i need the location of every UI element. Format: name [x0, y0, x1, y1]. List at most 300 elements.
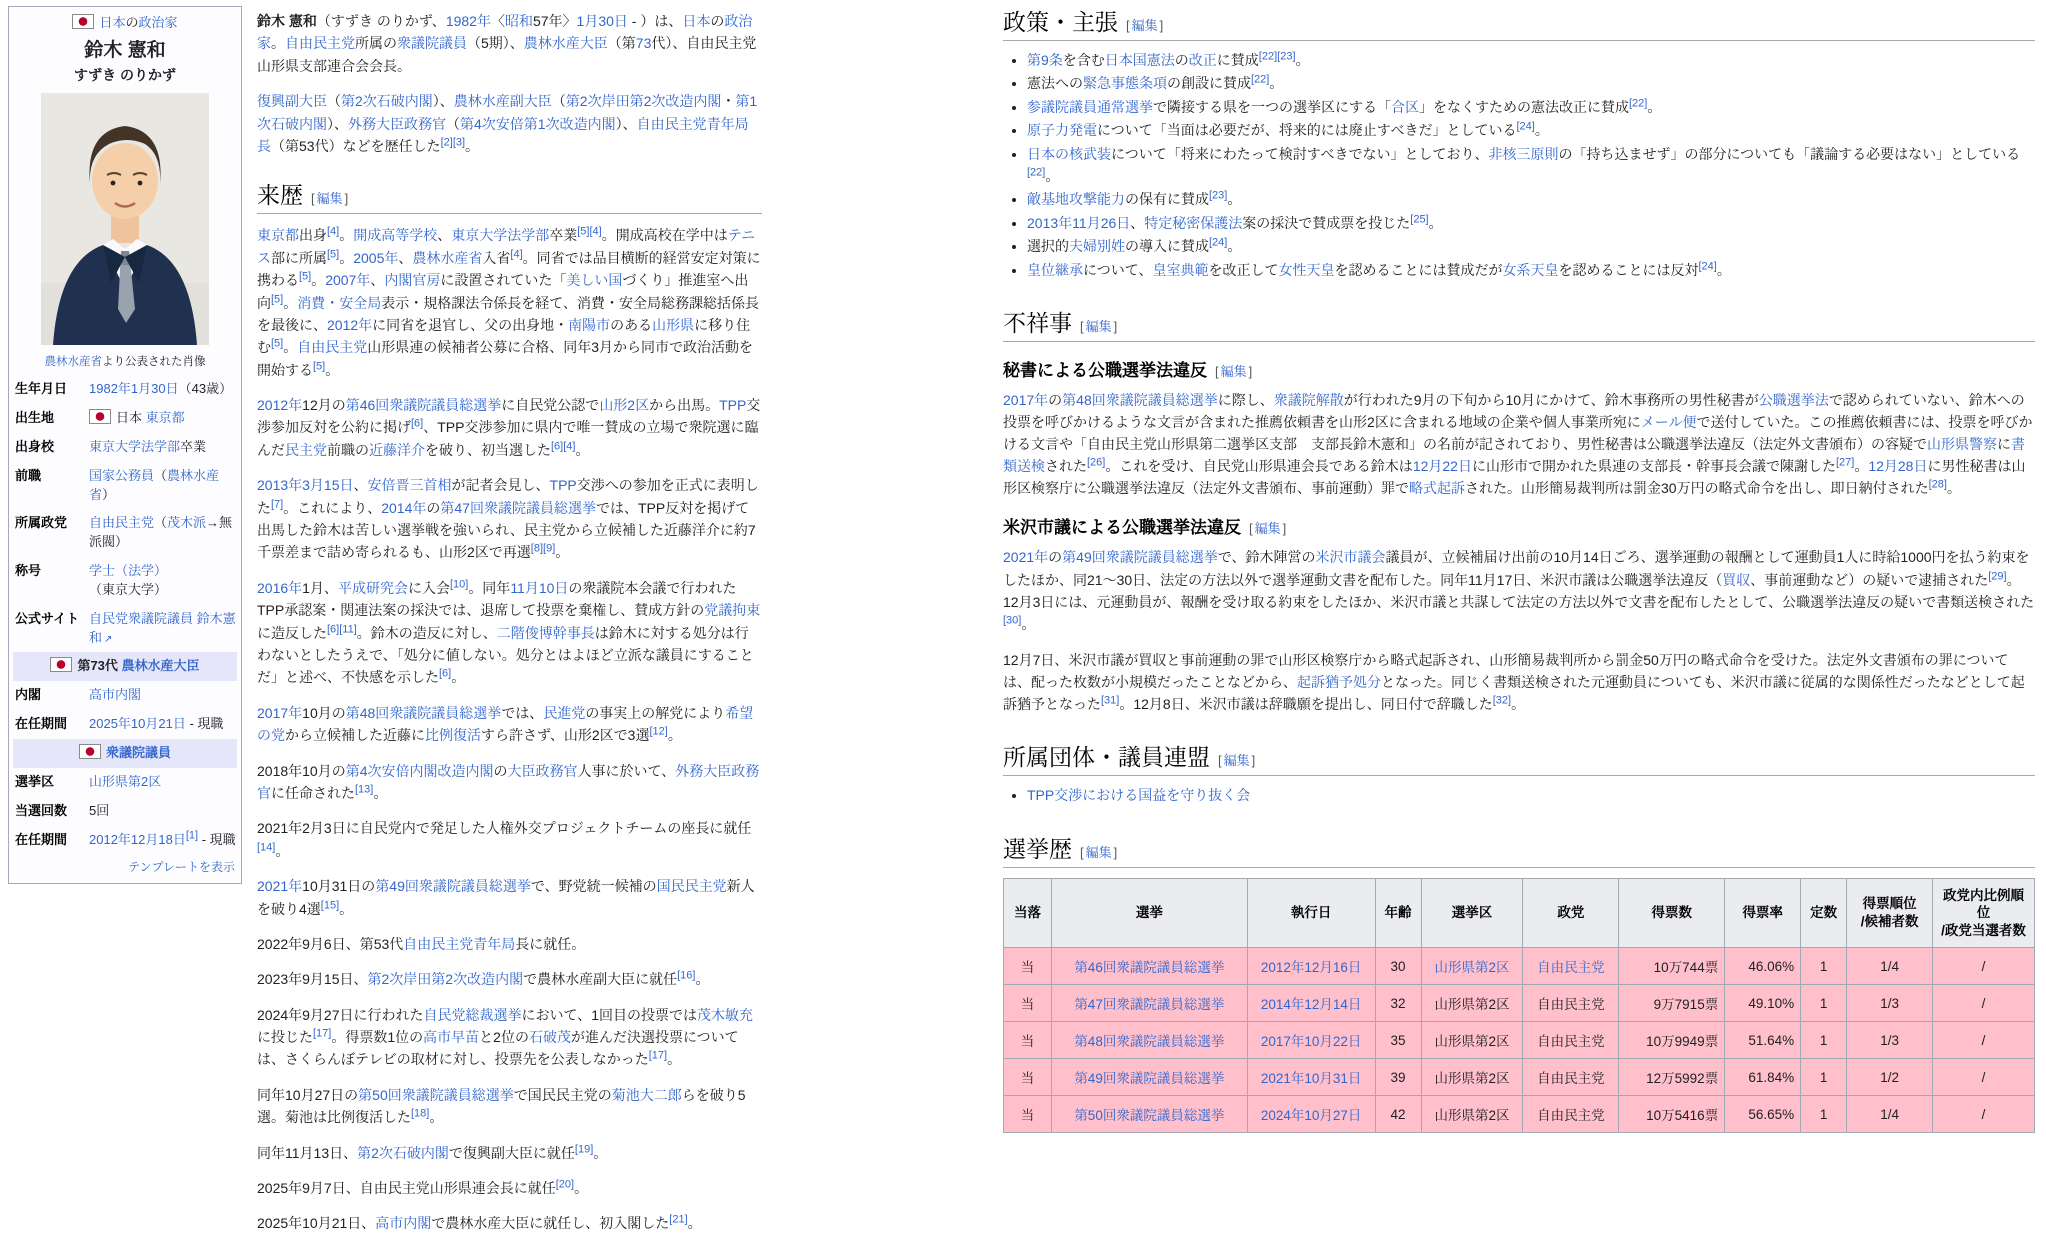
infobox-office-header: [13, 739, 237, 768]
link[interactable]: [4]: [589, 225, 602, 238]
link[interactable]: [22]: [1629, 97, 1648, 110]
text: 、: [353, 477, 368, 494]
reference[interactable]: [439, 668, 451, 680]
reference[interactable]: [1027, 166, 1045, 178]
link[interactable]: [10]: [449, 578, 469, 591]
link[interactable]: 2024年10月27日: [1260, 1108, 1362, 1124]
text: 。同年: [468, 579, 511, 596]
link[interactable]: 農林水産副大臣: [453, 93, 552, 110]
link[interactable]: 自由民主党: [297, 339, 368, 356]
text: が進んだ決選投票については、さくらんぼテレビの取材に対し、投票先を公表しなかった: [257, 1029, 739, 1068]
text: 2022年9月6日、第53代: [257, 935, 404, 952]
link[interactable]: 米沢市議会: [1315, 549, 1386, 566]
link[interactable]: 第1次石破内閣: [257, 93, 758, 132]
link[interactable]: [6]: [439, 667, 452, 680]
link[interactable]: 公職選挙法: [1758, 391, 1829, 408]
election-cell: 山形県第2区: [1421, 1096, 1523, 1133]
reference[interactable]: [327, 623, 339, 635]
election-cell: /: [1933, 1022, 2035, 1059]
infobox-value: [87, 557, 237, 605]
link[interactable]: [32]: [1492, 694, 1512, 707]
link[interactable]: [8]: [530, 542, 544, 555]
election-row: [1004, 1096, 2035, 1133]
link[interactable]: [18]: [411, 1107, 430, 1120]
text: 。: [1295, 52, 1310, 68]
link[interactable]: TPP: [719, 397, 747, 414]
column-header: 政党: [1523, 878, 1619, 948]
link[interactable]: 茂木派: [167, 515, 207, 531]
reference[interactable]: [339, 623, 357, 635]
link[interactable]: [12]: [649, 725, 668, 738]
link[interactable]: 石破茂: [528, 1029, 571, 1046]
link[interactable]: 復興副大臣: [257, 93, 327, 110]
reference[interactable]: [1087, 457, 1105, 469]
reference[interactable]: [575, 1143, 593, 1155]
reference[interactable]: [1836, 457, 1854, 469]
template-show-link[interactable]: テンプレートを表示: [128, 860, 235, 875]
link[interactable]: [5]: [271, 337, 284, 350]
link[interactable]: 国家公務員: [89, 467, 155, 483]
link[interactable]: 安倍晋三首相: [367, 477, 452, 494]
link[interactable]: 2012年12月16日: [1260, 960, 1362, 976]
reference[interactable]: [1929, 479, 1947, 491]
link[interactable]: [24]: [1698, 259, 1717, 272]
link[interactable]: 茂木敏充: [697, 1006, 754, 1023]
reference[interactable]: [551, 440, 563, 452]
link[interactable]: 山形県: [652, 316, 695, 333]
link[interactable]: 衆議院議員: [105, 745, 171, 761]
reference[interactable]: [313, 1027, 331, 1039]
link[interactable]: 高市早苗: [423, 1029, 480, 1046]
link[interactable]: 自由民主党青年局: [403, 935, 516, 952]
portrait-photo[interactable]: [13, 93, 237, 351]
reference[interactable]: [321, 899, 339, 911]
reference[interactable]: [1101, 694, 1119, 706]
text: から出馬。: [649, 397, 720, 414]
text: 山形県連の候補者公募に合格、同年3月から同市で政治活動を開始する: [257, 339, 754, 378]
link[interactable]: 2017年: [1003, 391, 1049, 408]
reference[interactable]: [327, 226, 339, 238]
election-cell: [1247, 1059, 1375, 1096]
reference[interactable]: [1209, 190, 1227, 202]
link[interactable]: [17]: [313, 1027, 332, 1040]
link[interactable]: 2025年10月21日: [89, 716, 186, 732]
reference[interactable]: [510, 248, 522, 260]
reference[interactable]: [556, 1178, 574, 1190]
reference[interactable]: [271, 338, 283, 350]
link[interactable]: 自由民主党: [89, 515, 155, 531]
link[interactable]: 消費・安全局: [297, 294, 382, 311]
edit-link[interactable]: 編集: [1085, 318, 1112, 334]
reference[interactable]: [450, 578, 468, 590]
link[interactable]: 第2次岸田第2次改造内閣: [367, 971, 524, 988]
link[interactable]: 民主党: [285, 441, 327, 458]
link[interactable]: [7]: [271, 497, 284, 510]
text: 。: [271, 35, 285, 52]
link[interactable]: 外務大臣政務官: [348, 115, 446, 132]
reference[interactable]: [669, 1214, 687, 1226]
section-heading-scandal: [1003, 305, 2035, 342]
link[interactable]: 第46回衆議院議員総選挙: [345, 397, 502, 414]
link[interactable]: [20]: [555, 1178, 575, 1191]
link[interactable]: 比例復活: [425, 727, 481, 744]
link[interactable]: 第2次岸田第2次改造内閣: [565, 93, 722, 110]
link[interactable]: 第2次石破内閣: [357, 1144, 449, 1161]
election-cell: 当: [1004, 985, 1052, 1022]
text: に任命された: [271, 784, 355, 801]
reference[interactable]: [577, 226, 589, 238]
policy-item: [1027, 119, 2035, 141]
link[interactable]: 1982年: [445, 13, 491, 29]
link[interactable]: 学士（法学）: [89, 563, 168, 579]
link[interactable]: [28]: [1928, 478, 1947, 491]
text: 卒業: [180, 438, 207, 454]
link[interactable]: 1982年1月30日: [89, 381, 179, 397]
link[interactable]: 平成研究会: [337, 579, 408, 596]
link[interactable]: 原子力発電: [1027, 122, 1097, 139]
reference[interactable]: [543, 543, 555, 555]
link[interactable]: 皇位継承: [1027, 261, 1083, 278]
link[interactable]: [1]: [185, 829, 199, 842]
link[interactable]: 昭和: [504, 13, 533, 29]
link[interactable]: 政治家: [138, 15, 178, 30]
link[interactable]: 日本の核武装: [1027, 145, 1111, 162]
edit-link[interactable]: 編集: [1131, 18, 1158, 33]
link[interactable]: [22]: [1258, 50, 1278, 63]
reference[interactable]: [327, 248, 339, 260]
link[interactable]: 大臣政務官: [507, 762, 578, 779]
link[interactable]: 農林水産省: [44, 355, 102, 368]
link[interactable]: 2013年3月15日: [257, 477, 354, 494]
link[interactable]: 東京都: [145, 410, 185, 426]
link[interactable]: TPP交渉における国益を守り抜く会: [1027, 787, 1251, 804]
infobox-row: [13, 605, 237, 653]
link[interactable]: 皇室典範: [1152, 261, 1209, 278]
election-cell: /: [1933, 985, 2035, 1022]
link[interactable]: 農林水産大臣: [121, 658, 200, 674]
link[interactable]: TPP: [549, 477, 577, 494]
link[interactable]: [24]: [1209, 236, 1228, 249]
reference[interactable]: [1629, 97, 1647, 109]
link[interactable]: 2007年: [325, 272, 371, 289]
reference[interactable]: [355, 783, 373, 795]
link[interactable]: [17]: [648, 1049, 668, 1062]
link[interactable]: 2017年10月22日: [1260, 1034, 1362, 1050]
election-cell: 12万5992票: [1619, 1059, 1725, 1096]
link[interactable]: 第2次石破内閣: [341, 93, 433, 110]
text: 。: [1647, 98, 1662, 115]
link[interactable]: [4]: [327, 225, 340, 238]
link[interactable]: [21]: [669, 1213, 688, 1226]
text: 。: [667, 1051, 682, 1068]
infobox-table: [13, 375, 237, 854]
link[interactable]: [22]: [1027, 166, 1046, 179]
election-cell: 1: [1801, 1022, 1847, 1059]
link[interactable]: 希望の党: [257, 704, 754, 744]
edit-link[interactable]: 編集: [1085, 844, 1112, 860]
link[interactable]: 2013年: [1027, 214, 1073, 231]
link[interactable]: [14]: [257, 841, 276, 854]
link[interactable]: 農林水産大臣: [523, 35, 608, 52]
link[interactable]: [5]: [271, 292, 284, 305]
link[interactable]: 自由民主党: [285, 35, 355, 52]
link[interactable]: [6]: [551, 440, 564, 453]
link[interactable]: [16]: [677, 969, 696, 982]
link[interactable]: 11月26日: [1072, 214, 1131, 231]
reference[interactable]: [649, 1050, 667, 1062]
link[interactable]: 高市内閣: [375, 1215, 432, 1232]
text: 、: [370, 272, 385, 289]
link[interactable]: 山形県第2区: [89, 773, 162, 789]
link[interactable]: [5]: [327, 248, 340, 261]
text: 2021年2月3日に自民党内で発足した人権外交プロジェクトチームの座長に就任: [257, 820, 752, 837]
election-cell: 1: [1801, 1096, 1847, 1133]
link[interactable]: 2005年: [353, 249, 399, 266]
link[interactable]: 2012年: [257, 397, 303, 414]
link[interactable]: 2012年: [327, 316, 373, 333]
reference[interactable]: [589, 226, 601, 238]
link[interactable]: 12月22日: [1412, 458, 1472, 475]
link[interactable]: テニス: [257, 227, 756, 266]
text: 。: [574, 1180, 589, 1197]
reference[interactable]: [649, 726, 667, 738]
link[interactable]: 党議拘束: [704, 602, 761, 619]
reference[interactable]: [1516, 121, 1534, 133]
link[interactable]: 山形県第2区: [1434, 960, 1510, 976]
link[interactable]: 日本: [682, 13, 711, 29]
link[interactable]: 山形2区: [599, 397, 650, 414]
link[interactable]: 2016年: [257, 579, 303, 596]
infobox-label: 在任期間: [15, 831, 68, 847]
election-cell: [1523, 948, 1619, 985]
election-cell: 山形県第2区: [1421, 1022, 1523, 1059]
link[interactable]: 2021年10月31日: [1260, 1071, 1362, 1087]
link[interactable]: 女系天皇: [1502, 261, 1559, 278]
link[interactable]: 衆議院議員: [397, 35, 467, 52]
link[interactable]: 第48回衆議院議員総選挙: [345, 704, 502, 721]
table-header-row: [1004, 878, 2035, 948]
link[interactable]: メール便: [1640, 414, 1697, 431]
link[interactable]: 日本国憲法: [1104, 52, 1175, 68]
election-cell: 山形県第2区: [1421, 1059, 1523, 1096]
text: 57年〉: [532, 13, 577, 29]
reference[interactable]: [1410, 213, 1428, 225]
link[interactable]: 近藤洋介: [369, 441, 425, 458]
link[interactable]: 2014年: [381, 499, 427, 516]
reference[interactable]: [1259, 50, 1277, 62]
link[interactable]: [5]: [299, 270, 312, 283]
link[interactable]: 非核三原則: [1488, 145, 1559, 162]
text: では、TPP反対を掲げて出馬した鈴木は苦しい選挙戦を強いられ、民主党から立候補した近藤洋介に約7千票差まで詰め寄られるも、山形2区で再選: [257, 499, 756, 561]
link[interactable]: 女性天皇: [1278, 261, 1335, 278]
link[interactable]: 南陽市: [568, 316, 611, 333]
text: 。鈴木の造反に対し、: [356, 624, 497, 641]
link[interactable]: 二階俊博幹事長: [496, 624, 595, 641]
text: （: [327, 93, 341, 110]
link[interactable]: 第50回衆議院議員総選挙: [1074, 1108, 1225, 1124]
link[interactable]: 山形県警察: [1927, 436, 1997, 453]
link[interactable]: 農林水産省: [89, 467, 220, 502]
link[interactable]: [23]: [1209, 189, 1228, 202]
link[interactable]: 2017年: [257, 704, 303, 721]
link[interactable]: 2021年: [257, 878, 303, 895]
reference[interactable]: [441, 136, 453, 148]
reference[interactable]: [1698, 260, 1716, 272]
edit-link[interactable]: 編集: [1220, 363, 1247, 379]
link[interactable]: [4]: [563, 440, 576, 453]
link[interactable]: 買収: [1722, 571, 1751, 588]
reference[interactable]: [1209, 236, 1227, 248]
edit-link[interactable]: 編集: [316, 191, 343, 207]
link[interactable]: 第9条: [1027, 52, 1063, 68]
link[interactable]: 第48回衆議院議員総選挙: [1074, 1034, 1225, 1050]
link[interactable]: 2014年12月14日: [1260, 997, 1362, 1013]
policy-item: [1027, 212, 2035, 234]
link[interactable]: 農林水産省: [412, 249, 483, 266]
link[interactable]: 高市内閣: [89, 687, 142, 703]
text: に入会: [407, 579, 450, 596]
text: で国民民主党の: [513, 1086, 612, 1103]
reference[interactable]: [186, 829, 198, 841]
link[interactable]: 東京都: [257, 227, 299, 244]
link[interactable]: 自民党総裁選挙: [423, 1006, 522, 1023]
link[interactable]: 特定秘密保護法: [1144, 214, 1243, 231]
link[interactable]: [26]: [1087, 456, 1106, 469]
link[interactable]: 日本: [99, 15, 126, 30]
link[interactable]: 11月10日: [510, 579, 569, 596]
edit-link[interactable]: 編集: [1223, 753, 1250, 769]
policy-and-scandal-column: [1003, 0, 2035, 1133]
text: の衆議院本会議で行われたTPP承認案・関連法案の採決では、退席して投票を棄権し、賛成方針の: [257, 579, 737, 619]
link[interactable]: 73: [635, 35, 652, 52]
link[interactable]: [22]: [1251, 73, 1270, 86]
link[interactable]: [15]: [320, 898, 340, 911]
reference[interactable]: [1003, 614, 1021, 626]
reference[interactable]: [271, 293, 283, 305]
person-kana: すずき のりかず: [73, 67, 177, 84]
text: 。: [429, 1109, 444, 1126]
link[interactable]: 第49回衆議院議員総選挙: [375, 878, 531, 895]
link[interactable]: [2]: [440, 136, 453, 149]
link[interactable]: 第46回衆議院議員総選挙: [1074, 960, 1225, 976]
link[interactable]: [31]: [1101, 694, 1120, 707]
link[interactable]: 自民党衆議院議員 鈴木憲和 ↗: [89, 611, 236, 645]
link[interactable]: [3]: [452, 136, 466, 149]
link[interactable]: 自由民主党: [1537, 960, 1605, 976]
link[interactable]: 12月28日: [1868, 458, 1928, 475]
link[interactable]: [6]: [411, 417, 424, 430]
link[interactable]: 自由民主党青年局長: [257, 115, 749, 154]
link[interactable]: 菊池大二郎: [611, 1086, 682, 1103]
reference[interactable]: [531, 543, 543, 555]
link[interactable]: 第4次安倍内閣改造内閣: [345, 762, 494, 779]
reference[interactable]: [453, 136, 465, 148]
reference[interactable]: [411, 1108, 429, 1120]
text: 。: [593, 1144, 608, 1161]
link[interactable]: 参議院議員通常選挙: [1027, 98, 1153, 115]
text: の: [125, 15, 139, 30]
link[interactable]: 美しい国: [566, 272, 623, 289]
link[interactable]: [6]: [327, 622, 340, 635]
link[interactable]: 敵基地攻撃能力: [1027, 191, 1125, 208]
edit-link[interactable]: 編集: [1254, 521, 1281, 537]
link[interactable]: 第4次安倍第1次改造内閣: [460, 115, 616, 132]
link[interactable]: 政治家: [257, 13, 753, 52]
link[interactable]: 国民民主党: [656, 878, 727, 895]
infobox-label: 称号: [15, 563, 42, 579]
link[interactable]: 第47回衆議院議員総選挙: [440, 499, 596, 516]
link[interactable]: 東京大学法学部: [451, 227, 550, 244]
reference[interactable]: [411, 418, 423, 430]
link[interactable]: [13]: [355, 783, 374, 796]
text: から立候補した近藤に: [285, 727, 425, 744]
link[interactable]: [23]: [1277, 50, 1296, 63]
reference[interactable]: [563, 440, 575, 452]
link[interactable]: 衆議院解散: [1273, 391, 1344, 408]
link[interactable]: [9]: [543, 542, 556, 555]
infobox-row: [13, 681, 237, 710]
link[interactable]: 起訴猶予処分: [1297, 674, 1381, 690]
link[interactable]: 第49回衆議院議員総選挙: [1062, 549, 1218, 566]
reference[interactable]: [677, 970, 695, 982]
reference[interactable]: [299, 270, 311, 282]
link[interactable]: 第50回衆議院議員総選挙: [358, 1086, 514, 1103]
link[interactable]: [4]: [510, 248, 523, 261]
link[interactable]: 1月30日: [576, 13, 628, 29]
link[interactable]: 第47回衆議院議員総選挙: [1074, 997, 1225, 1013]
link[interactable]: [29]: [1988, 569, 2007, 582]
link[interactable]: 緊急事態条項: [1083, 75, 1167, 92]
link[interactable]: 第48回衆議院議員総選挙: [1062, 391, 1218, 408]
text: 2023年9月15日、: [257, 971, 368, 988]
link[interactable]: [25]: [1410, 213, 1429, 226]
link[interactable]: 東京大学法学部: [89, 438, 181, 454]
link[interactable]: [19]: [574, 1142, 594, 1155]
link[interactable]: 民進党: [543, 704, 586, 721]
link[interactable]: [24]: [1516, 120, 1535, 133]
reference[interactable]: [1277, 50, 1295, 62]
election-cell: 当: [1004, 1022, 1052, 1059]
link[interactable]: 第49回衆議院議員総選挙: [1074, 1071, 1225, 1087]
reference[interactable]: [313, 360, 325, 372]
link[interactable]: 内閣官房: [384, 272, 441, 289]
link[interactable]: 2021年: [1003, 549, 1049, 566]
link[interactable]: 夫婦別姓: [1069, 238, 1125, 255]
link[interactable]: [5]: [577, 225, 590, 238]
link[interactable]: 書類送検: [1003, 436, 2025, 475]
link[interactable]: 略式起訴: [1409, 480, 1465, 497]
text: 卒業: [549, 227, 578, 244]
link[interactable]: [5]: [313, 360, 326, 373]
reference[interactable]: [271, 498, 283, 510]
link[interactable]: [30]: [1003, 614, 1022, 627]
reference[interactable]: [257, 841, 275, 853]
link[interactable]: 外務大臣政務官: [257, 762, 760, 801]
link[interactable]: [27]: [1835, 456, 1855, 469]
link[interactable]: 開成高等学校: [353, 227, 438, 244]
link[interactable]: 2012年12月18日: [89, 831, 186, 847]
link[interactable]: 改正: [1188, 52, 1217, 68]
election-cell: 46.06%: [1725, 948, 1801, 985]
reference[interactable]: [1988, 570, 2006, 582]
reference[interactable]: [1251, 74, 1269, 86]
link[interactable]: [11]: [339, 622, 357, 635]
link[interactable]: 合区: [1391, 98, 1419, 115]
reference[interactable]: [1493, 694, 1511, 706]
text: された。山形簡易裁判所は罰金30万円の略式命令を出し、即日納付された: [1465, 480, 1929, 497]
edit-section: [1126, 18, 1163, 33]
text: は鈴木に対する処分は行わないとしたうえで、「処分に値しない。処分とはよほど立派な議員にすることだ」と述べ、不快感を示した: [257, 624, 754, 686]
